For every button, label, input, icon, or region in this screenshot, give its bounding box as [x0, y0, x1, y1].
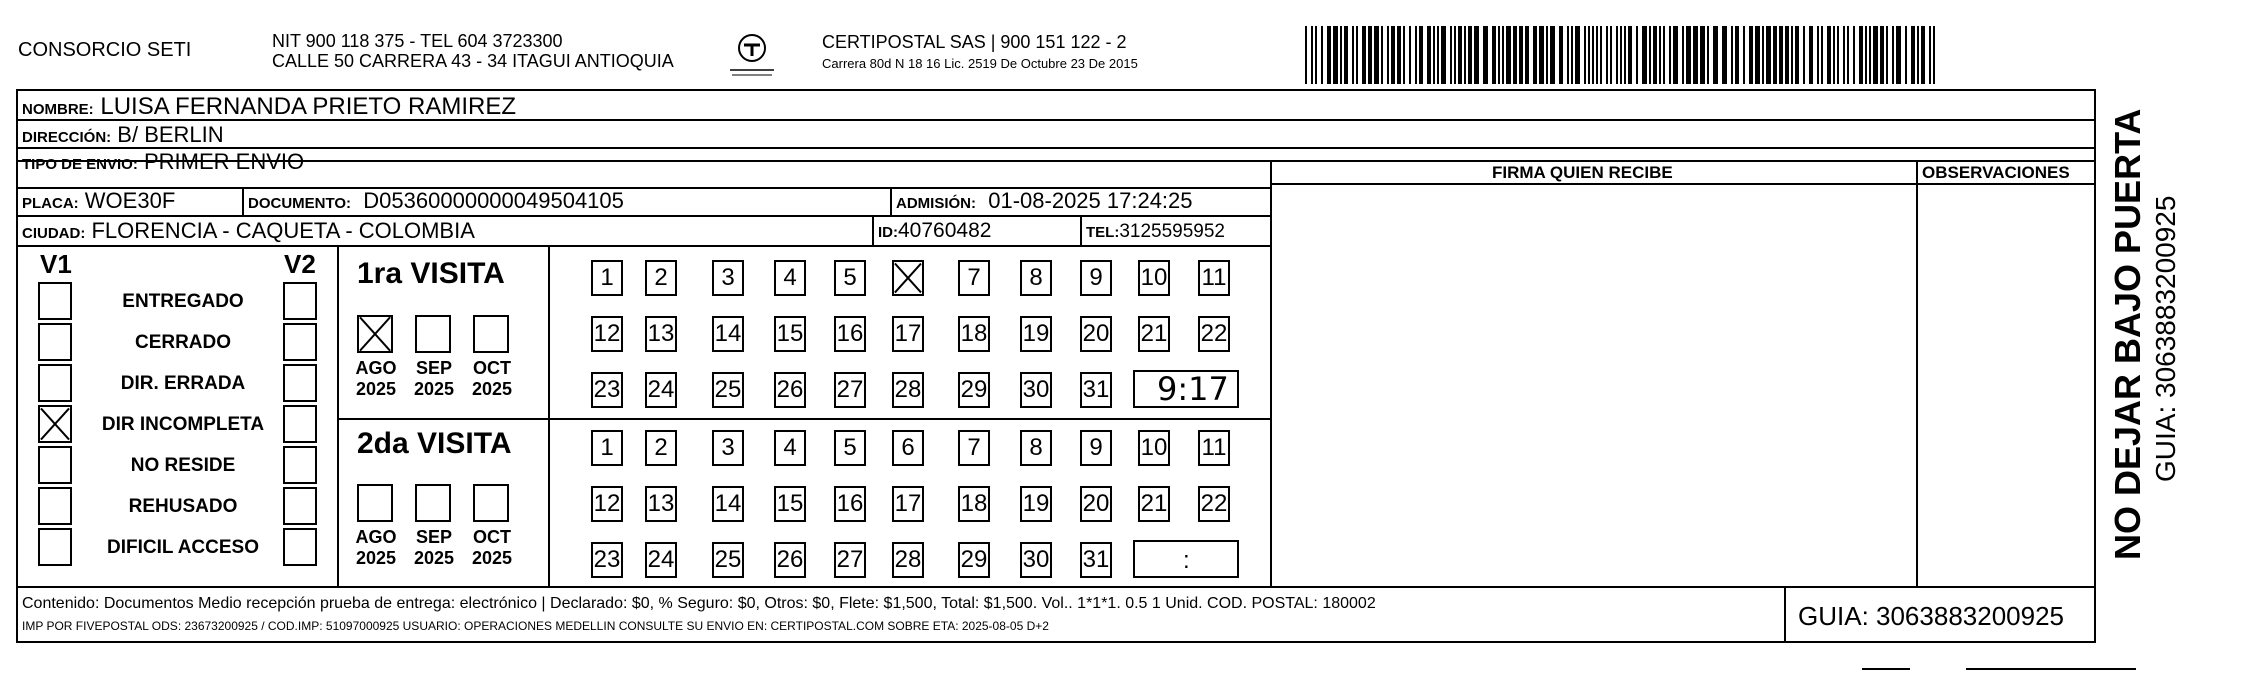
nombre-label: NOMBRE:	[22, 101, 94, 118]
first-visit-day-box[interactable]: 17	[892, 316, 924, 352]
status-v2-checkbox[interactable]	[283, 364, 317, 402]
placa-row	[22, 190, 175, 212]
status-v2-checkbox[interactable]	[283, 282, 317, 320]
address-line: CALLE 50 CARRERA 43 - 34 ITAGUI ANTIOQUIA	[272, 51, 674, 71]
second-visit-day-box[interactable]: 28	[892, 542, 924, 578]
second-visit-day-box[interactable]: 20	[1080, 486, 1112, 522]
second-visit-day-box[interactable]: 22	[1198, 486, 1230, 522]
first-visit-day-box[interactable]: 27	[834, 372, 866, 408]
first-visit-month-label: OCT 2025	[471, 358, 513, 399]
first-visit-day-box[interactable]: 23	[591, 372, 623, 408]
first-visit-month-label: AGO 2025	[355, 358, 397, 399]
second-visit-day-box[interactable]: 8	[1020, 430, 1052, 466]
nit-line: NIT 900 118 375 - TEL 604 3723300	[272, 31, 563, 51]
tipo-value: PRIMER ENVIO	[143, 149, 305, 174]
second-visit-day-box[interactable]: 18	[958, 486, 990, 522]
status-v2-checkbox[interactable]	[283, 446, 317, 484]
first-visit-day-box[interactable]: 19	[1020, 316, 1052, 352]
second-visit-day-box[interactable]: 15	[774, 486, 806, 522]
first-visit-day-box[interactable]: 11	[1198, 260, 1230, 296]
second-visit-time[interactable]	[1133, 540, 1239, 578]
first-visit-month-checkbox[interactable]	[357, 315, 393, 353]
tel-value: 3125595952	[1119, 221, 1225, 242]
first-visit-day-box[interactable]: 14	[712, 316, 744, 352]
second-visit-day-box[interactable]: 19	[1020, 486, 1052, 522]
tel-label: TEL:	[1086, 224, 1120, 241]
second-visit-day-box[interactable]: 27	[834, 542, 866, 578]
certipostal-logo	[726, 30, 778, 80]
second-visit-day-box[interactable]: 21	[1138, 486, 1170, 522]
second-visit-month-checkbox[interactable]	[473, 484, 509, 522]
second-visit-day-box[interactable]: 10	[1138, 430, 1170, 466]
side-warning: NO DEJAR BAJO PUERTA	[2107, 108, 2148, 560]
first-visit-day-box[interactable]: 25	[712, 372, 744, 408]
first-visit-day-box[interactable]: 4	[774, 260, 806, 296]
observations-area[interactable]	[1918, 185, 2094, 586]
status-v1-checkbox[interactable]	[38, 405, 72, 443]
second-visit-day-box[interactable]: 16	[834, 486, 866, 522]
first-visit-day-box[interactable]: 22	[1198, 316, 1230, 352]
first-visit-day-box[interactable]: 20	[1080, 316, 1112, 352]
direccion-value: B/ BERLIN	[117, 122, 224, 147]
ciudad-label: CIUDAD:	[22, 225, 86, 242]
tel-row	[1086, 222, 1225, 241]
first-visit-time-value: 9:17	[1157, 370, 1229, 408]
second-visit-day-box[interactable]: 13	[645, 486, 677, 522]
first-visit-day-box[interactable]: 21	[1138, 316, 1170, 352]
second-visit-day-box[interactable]: 3	[712, 430, 744, 466]
first-visit-day-box[interactable]: 1	[591, 260, 623, 296]
certi-line-1: CERTIPOSTAL SAS | 900 151 122 - 2	[822, 32, 1127, 52]
first-visit-day-box[interactable]: 26	[774, 372, 806, 408]
ciudad-value: FLORENCIA - CAQUETA - COLOMBIA	[91, 218, 475, 243]
second-visit-day-box[interactable]: 11	[1198, 430, 1230, 466]
second-visit-day-box[interactable]: 25	[712, 542, 744, 578]
v1-label: V1	[40, 249, 72, 279]
admision-value: 01-08-2025 17:24:25	[988, 188, 1193, 213]
second-visit-month-label: OCT 2025	[471, 527, 513, 568]
status-label: ENTREGADO	[122, 291, 244, 312]
status-v2-checkbox[interactable]	[283, 405, 317, 443]
status-v2-checkbox[interactable]	[283, 528, 317, 566]
first-visit-day-box[interactable]: 7	[958, 260, 990, 296]
second-visit-day-box[interactable]: 24	[645, 542, 677, 578]
status-label: DIR. ERRADA	[120, 373, 246, 394]
documento-label: DOCUMENTO:	[248, 195, 352, 212]
placa-label: PLACA:	[22, 195, 79, 212]
second-visit-month-label: SEP 2025	[413, 527, 455, 568]
second-visit-day-box[interactable]: 1	[591, 430, 623, 466]
footer-contenido: Contenido: Documentos Medio recepción prueba de entrega: electrónico | Declarado: $0, % Seguro: $0, Otros: $0, Flete: $1,500, Total: $1,500. Vol.. 1*1*1. 0.5 1 Unid. COD. POSTAL: 180002	[22, 595, 1376, 612]
second-visit-day-box[interactable]: 9	[1080, 430, 1112, 466]
placa-value: WOE30F	[84, 188, 176, 213]
second-visit-day-box[interactable]: 5	[834, 430, 866, 466]
first-visit-month-checkbox[interactable]	[473, 315, 509, 353]
second-visit-day-box[interactable]: 26	[774, 542, 806, 578]
first-visit-day-box[interactable]: 12	[591, 316, 623, 352]
status-label: DIR INCOMPLETA	[101, 414, 265, 435]
second-visit-day-box[interactable]: 31	[1080, 542, 1112, 578]
first-visit-day-box[interactable]: 31	[1080, 372, 1112, 408]
id-row	[878, 220, 991, 241]
second-visit-time-value: :	[1183, 547, 1190, 574]
first-visit-day-box[interactable]: 13	[645, 316, 677, 352]
second-visit-day-box[interactable]: 2	[645, 430, 677, 466]
second-visit-day-box[interactable]: 17	[892, 486, 924, 522]
first-visit-month-label: SEP 2025	[413, 358, 455, 399]
tipo-label: TIPO DE ENVIO:	[22, 156, 138, 173]
first-visit-day-box[interactable]: 3	[712, 260, 744, 296]
first-visit-day-box[interactable]: 24	[645, 372, 677, 408]
barcode	[1305, 26, 1940, 84]
status-v1-checkbox[interactable]	[38, 446, 72, 484]
second-visit-day-box[interactable]: 6	[892, 430, 924, 466]
second-visit-month-checkbox[interactable]	[357, 484, 393, 522]
first-visit-title: 1ra VISITA	[357, 257, 505, 290]
second-visit-day-box[interactable]: 4	[774, 430, 806, 466]
first-visit-day-box[interactable]: 2	[645, 260, 677, 296]
footer-guia: GUIA: 3063883200925	[1798, 601, 2064, 631]
side-guia: GUIA: 3063883200925	[2150, 195, 2181, 482]
status-label: DIFICIL ACCESO	[106, 537, 259, 558]
v2-label: V2	[284, 249, 316, 279]
certi-line-2: Carrera 80d N 18 16 Lic. 2519 De Octubre 23 De 2015	[822, 56, 1138, 71]
first-visit-day-box[interactable]: 30	[1020, 372, 1052, 408]
first-visit-day-box[interactable]: 10	[1138, 260, 1170, 296]
second-visit-day-box[interactable]: 12	[591, 486, 623, 522]
status-v1-checkbox[interactable]	[38, 364, 72, 402]
nombre-value: LUISA FERNANDA PRIETO RAMIREZ	[100, 93, 516, 120]
first-visit-day-box[interactable]: 28	[892, 372, 924, 408]
first-visit-day-box[interactable]: 15	[774, 316, 806, 352]
id-value: 40760482	[898, 219, 992, 242]
signature-area[interactable]	[1272, 185, 1916, 586]
direccion-row	[22, 124, 224, 146]
second-visit-day-box[interactable]: 29	[958, 542, 990, 578]
status-v1-checkbox[interactable]	[38, 528, 72, 566]
second-visit-day-box[interactable]: 30	[1020, 542, 1052, 578]
second-visit-title: 2da VISITA	[357, 427, 512, 460]
first-visit-day-box[interactable]	[892, 260, 924, 296]
firma-header: FIRMA QUIEN RECIBE	[1492, 163, 1673, 182]
nombre-row	[22, 95, 516, 119]
second-visit-month-checkbox[interactable]	[415, 484, 451, 522]
first-visit-month-checkbox[interactable]	[415, 315, 451, 353]
direccion-label: DIRECCIÓN:	[22, 129, 112, 146]
first-visit-day-box[interactable]: 9	[1080, 260, 1112, 296]
status-label: CERRADO	[134, 332, 232, 353]
tipo-row	[22, 151, 304, 173]
documento-value: D05360000000049504105	[363, 188, 624, 213]
status-v1-checkbox[interactable]	[38, 282, 72, 320]
second-visit-day-box[interactable]: 23	[591, 542, 623, 578]
admision-row	[896, 190, 1193, 212]
ciudad-row	[22, 220, 475, 242]
first-visit-day-box[interactable]: 16	[834, 316, 866, 352]
status-label: NO RESIDE	[130, 455, 236, 476]
first-visit-day-box[interactable]: 5	[834, 260, 866, 296]
company-name: CONSORCIO SETI	[18, 39, 192, 61]
second-visit-day-box[interactable]: 14	[712, 486, 744, 522]
first-visit-day-box[interactable]: 18	[958, 316, 990, 352]
second-visit-month-label: AGO 2025	[355, 527, 397, 568]
id-label: ID:	[878, 224, 898, 241]
status-v2-checkbox[interactable]	[283, 487, 317, 525]
status-v2-checkbox[interactable]	[283, 323, 317, 361]
status-v1-checkbox[interactable]	[38, 323, 72, 361]
status-v1-checkbox[interactable]	[38, 487, 72, 525]
admision-label: ADMISIÓN:	[896, 195, 976, 212]
second-visit-day-box[interactable]: 7	[958, 430, 990, 466]
first-visit-time[interactable]	[1133, 370, 1239, 408]
observaciones-header: OBSERVACIONES	[1922, 163, 2070, 182]
footer-imp: IMP POR FIVEPOSTAL ODS: 23673200925 / COD.IMP: 51097000925 USUARIO: OPERACIONES MEDELLIN CONSULTE SU ENVIO EN: CERTIPOSTAL.COM SOBRE ETA: 2025-08-05 D+2	[22, 619, 1049, 633]
status-label: REHUSADO	[128, 496, 238, 517]
documento-row	[248, 190, 624, 212]
first-visit-day-box[interactable]: 8	[1020, 260, 1052, 296]
first-visit-day-box[interactable]: 29	[958, 372, 990, 408]
